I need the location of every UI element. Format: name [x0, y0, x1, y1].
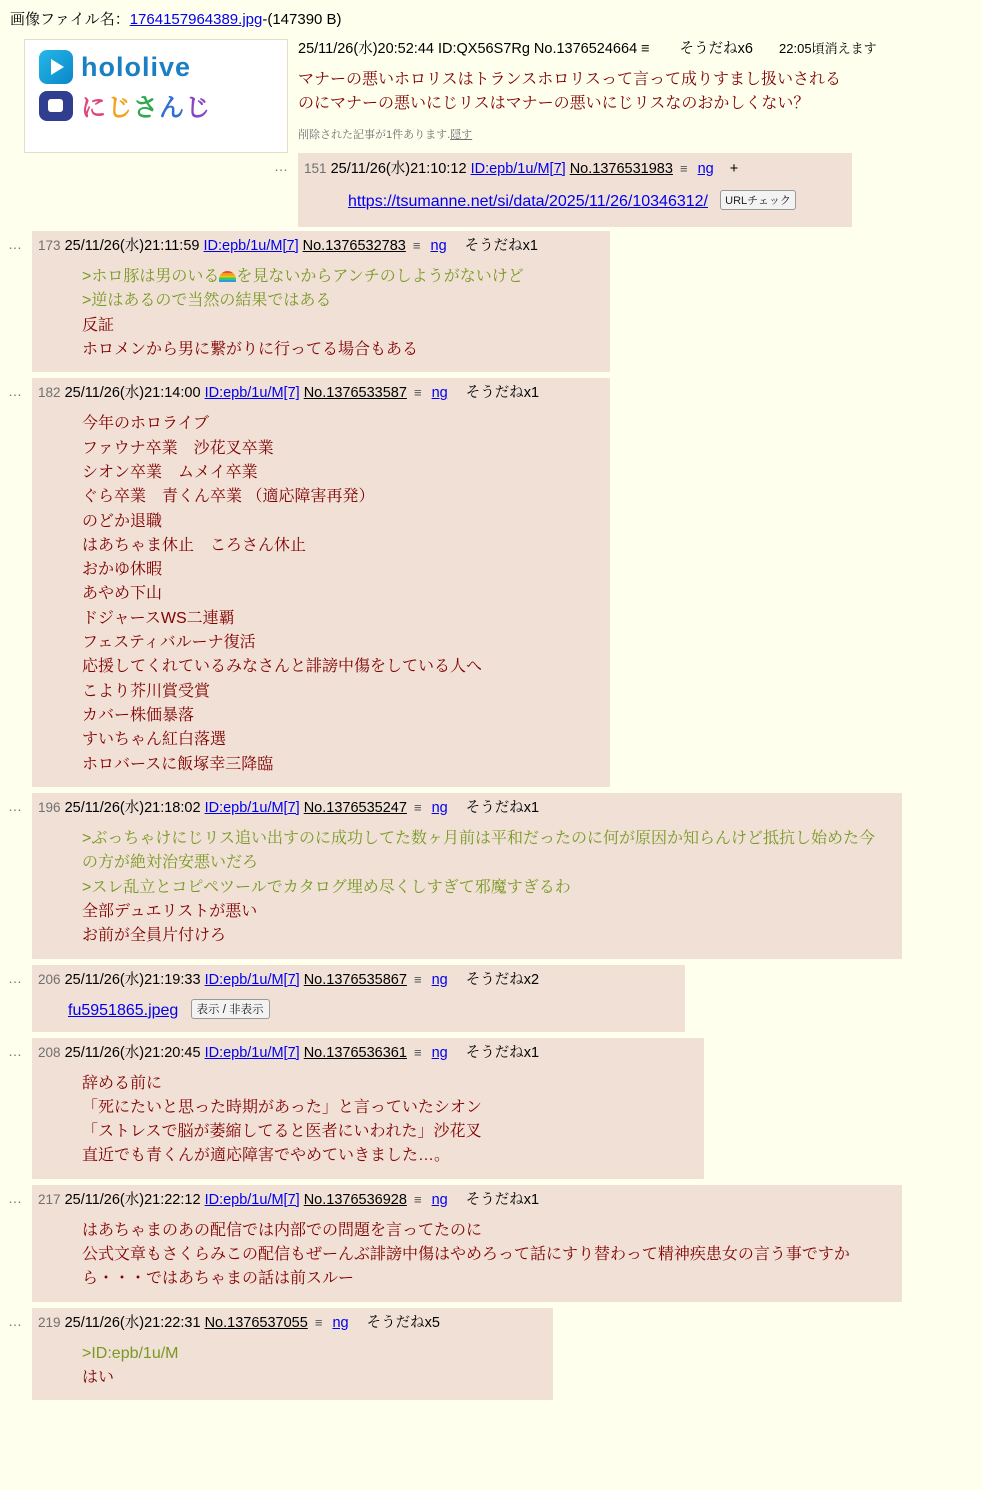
menu-icon[interactable]: ≡	[413, 385, 421, 401]
deleted-notice-toggle[interactable]: 隠す	[450, 129, 473, 141]
op-text-line-1: マナーの悪いホロリスはトランスホロリスって言って成りすまし扱いされる	[298, 71, 842, 88]
image-file-header	[10, 8, 975, 29]
post-line: すいちゃん紅白落選	[82, 731, 227, 749]
attachment-link[interactable]: fu5951865.jpeg	[68, 1001, 179, 1019]
post-body	[82, 412, 604, 777]
post-line: 「ストレスで脳が萎縮してると医者にいわれた」沙花叉	[82, 1123, 482, 1141]
sodane-count[interactable]: そうだねx1	[464, 238, 538, 254]
post-date: 25/11/26(水)21:22:31	[64, 1314, 201, 1331]
sodane-count[interactable]: そうだねx1	[465, 799, 540, 816]
post-line: シオン卒業 ムメイ卒業	[82, 463, 258, 481]
image-file-label: 画像ファイル名：	[10, 11, 130, 28]
post-217-wrap	[8, 1181, 975, 1304]
post-id[interactable]: ID:epb/1u/M[7]	[203, 238, 299, 254]
niji-char-0: に	[81, 94, 108, 122]
menu-icon[interactable]: ≡	[413, 1044, 421, 1060]
post-line: ぐら卒業 青くん卒業 （適応障害再発）	[82, 488, 375, 506]
op-meta	[298, 33, 975, 58]
post-id[interactable]: ID:epb/1u/M[7]	[204, 971, 300, 988]
post-line: ホロバースに飯塚幸三降臨	[82, 755, 274, 773]
post-208-wrap	[8, 1034, 975, 1181]
nijisanji-logo-text	[81, 88, 211, 124]
post-id[interactable]: ID:epb/1u/M[7]	[204, 799, 300, 816]
post-line: はあちゃまのあの配信では内部での問題を言ってたのに	[82, 1221, 483, 1239]
post-id[interactable]: ID:epb/1u/M[7]	[204, 1044, 300, 1061]
op-thumbnail[interactable]	[24, 39, 288, 153]
ng-button[interactable]: ng	[332, 1314, 349, 1331]
post-line: >スレ乱立とコピペツールでカタログ埋め尽くしすぎて邪魔すぎるわ	[82, 878, 571, 896]
post-line: の方が絶対治安悪いだろ	[82, 854, 259, 872]
menu-icon[interactable]: ≡	[413, 1191, 421, 1207]
niji-char-4: じ	[185, 94, 212, 122]
post-208	[8, 1038, 704, 1179]
post-dots[interactable]: …	[8, 969, 23, 986]
op-id: ID:QX56S7Rg	[438, 41, 530, 57]
post-number[interactable]: No.1376536361	[303, 1044, 407, 1061]
post-line: 全部デュエリストが悪い	[82, 902, 258, 920]
post-217	[8, 1185, 902, 1302]
post-date: 25/11/26(水)21:14:00	[64, 385, 201, 402]
post-id[interactable]: ID:epb/1u/M[7]	[204, 385, 300, 402]
post-url-row	[348, 190, 844, 211]
post-id[interactable]: ID:epb/1u/M[7]	[204, 1191, 300, 1208]
post-line: 辞める前に	[82, 1074, 163, 1092]
nijisanji-logo	[25, 84, 287, 124]
post-index: 206	[38, 971, 61, 987]
deleted-notice	[298, 126, 975, 142]
post-body	[82, 1072, 698, 1169]
niji-char-3: ん	[159, 94, 186, 122]
post-number[interactable]: No.1376537055	[204, 1314, 308, 1331]
niji-char-2: さ	[133, 94, 160, 122]
post-line: ファウナ卒業 沙花叉卒業	[82, 439, 274, 457]
post-line: ドジャースWS二連覇	[82, 609, 235, 627]
post-line: お前が全員片付けろ	[82, 927, 227, 945]
post-206-wrap	[8, 961, 975, 1034]
image-file-size: -(147390 B)	[262, 11, 342, 28]
post-line: 反証	[82, 316, 115, 334]
post-id[interactable]: ID:epb/1u/M[7]	[470, 161, 566, 177]
menu-icon[interactable]: ≡	[413, 971, 421, 987]
post-attachment	[68, 999, 679, 1020]
menu-icon[interactable]: ≡	[314, 1314, 322, 1330]
post-line: 直近でも青くんが適応障害でやめていきました…。	[82, 1147, 451, 1165]
sodane-count[interactable]: そうだねx1	[465, 385, 540, 402]
deleted-notice-text: 削除された記事が1件あります.	[298, 129, 451, 141]
post-number[interactable]: No.1376535867	[303, 971, 407, 988]
ng-button[interactable]: ng	[431, 971, 448, 988]
post-line: 「死にたいと思った時期があった」と言っていたシオン	[82, 1098, 482, 1116]
post-index: 151	[304, 161, 327, 176]
post-line: 公式文章もさくらみこの配信もぜーんぶ誹謗中傷はやめろって話にすり替わって精神疾患女の言う事ですか	[82, 1246, 850, 1264]
post-line: ホロメンから男に繋がりに行ってる場合もある	[82, 340, 419, 358]
quote-post: を見ないからアンチのしようがないけど	[236, 268, 524, 285]
hololive-logo	[25, 40, 287, 84]
menu-icon[interactable]: ≡	[641, 41, 650, 57]
post-line: 今年のホロライブ	[82, 415, 210, 433]
ng-button[interactable]: ng	[431, 799, 448, 816]
post-151	[274, 153, 852, 227]
post-dots[interactable]: …	[8, 1312, 23, 1329]
post-body	[82, 265, 604, 362]
menu-icon[interactable]: ≡	[412, 238, 420, 253]
post-meta	[38, 968, 679, 989]
ng-button[interactable]: ng	[430, 238, 447, 254]
post-date: 25/11/26(水)21:22:12	[64, 1191, 201, 1208]
post-line: のどか退職	[82, 512, 163, 530]
post-dots[interactable]: …	[8, 383, 23, 400]
post-meta	[38, 1188, 896, 1209]
post-182-wrap	[8, 374, 975, 789]
hololive-logo-text: hololive	[81, 51, 192, 82]
sodane-count[interactable]: そうだねx2	[465, 971, 540, 988]
op-sodane-count[interactable]: そうだねx6	[679, 41, 753, 57]
op-expiry-text: 22:05頃消えます	[779, 41, 877, 56]
op-body	[298, 33, 975, 142]
quote-pre: >ホロ豚は男のいる	[82, 268, 220, 285]
post-body	[82, 1219, 896, 1292]
post-196	[8, 793, 902, 959]
post-number[interactable]: No.1376536928	[303, 1191, 407, 1208]
post-206	[8, 965, 685, 1032]
post-date: 25/11/26(水)21:20:45	[64, 1044, 201, 1061]
post-173	[8, 231, 610, 372]
url-check-button[interactable]: URLチェック	[720, 190, 796, 210]
post-line: >ID:epb/1u/M	[82, 1344, 179, 1362]
ng-button[interactable]: ng	[697, 161, 714, 177]
post-meta	[38, 1041, 698, 1062]
post-196-wrap	[8, 789, 975, 961]
post-index: 182	[38, 385, 61, 401]
post-line: フェスティバルーナ復活	[82, 634, 256, 652]
speech-bubble-icon	[39, 91, 73, 121]
post-number[interactable]: No.1376531983	[569, 161, 673, 177]
post-meta	[38, 381, 604, 402]
ng-button[interactable]: ng	[431, 1191, 448, 1208]
post-dots[interactable]: …	[8, 1042, 23, 1059]
sodane-count[interactable]: そうだねx1	[465, 1191, 540, 1208]
sodane-count[interactable]: そうだねx1	[465, 1044, 540, 1061]
post-index: 196	[38, 799, 61, 815]
post-url-link[interactable]: https://tsumanne.net/si/data/2025/11/26/10346312/	[348, 193, 708, 210]
play-icon	[39, 50, 73, 84]
menu-icon[interactable]: ≡	[413, 799, 421, 815]
post-dots[interactable]: …	[8, 797, 23, 814]
post-index: 173	[38, 238, 61, 253]
niji-char-1: じ	[107, 94, 134, 122]
post-index: 217	[38, 1191, 61, 1207]
post-dots[interactable]: …	[8, 236, 23, 252]
post-date: 25/11/26(水)21:19:33	[64, 971, 201, 988]
post-index: 208	[38, 1044, 61, 1060]
post-line	[82, 265, 604, 289]
post-meta	[38, 796, 896, 817]
post-173-wrap	[8, 227, 975, 374]
post-219-wrap	[8, 1304, 975, 1403]
post-number[interactable]: No.1376533587	[303, 385, 407, 402]
post-date: 25/11/26(水)21:18:02	[64, 799, 201, 816]
op-date: 25/11/26(水)20:52:44	[298, 41, 434, 57]
post-number[interactable]: No.1376532783	[302, 238, 406, 254]
attachment-toggle-button[interactable]: 表示 / 非表示	[191, 999, 270, 1019]
op-text	[298, 68, 975, 116]
post-line: おかゆ休暇	[82, 561, 163, 579]
post-meta	[38, 1311, 547, 1332]
post-line: はい	[82, 1369, 115, 1386]
menu-icon[interactable]: ≡	[679, 161, 687, 176]
post-219	[8, 1308, 553, 1401]
post-dots[interactable]: …	[8, 1189, 23, 1206]
post-line: あやめ下山	[82, 585, 163, 603]
post-line: >逆はあるので当然の結果ではある	[82, 292, 332, 310]
sodane-count[interactable]: そうだねx5	[366, 1314, 440, 1331]
post-line: >ぶっちゃけにじリス追い出すのに成功してた数ヶ月前は平和だったのに何が原因か知らんけど抵抗し始めた今	[82, 829, 876, 847]
op-text-line-2: のにマナーの悪いにじリスはマナーの悪いにじリスなのおかしくない？	[298, 95, 810, 112]
post-line: こより芥川賞受賞	[82, 682, 211, 700]
op-number[interactable]: No.1376524664	[533, 41, 638, 57]
post-body	[82, 1342, 547, 1391]
ng-button[interactable]: ng	[431, 385, 448, 402]
post-number[interactable]: No.1376535247	[303, 799, 407, 816]
post-line: ら・・・ではあちゃまの話は前スルー	[82, 1270, 355, 1288]
post-meta	[304, 157, 844, 178]
post-body	[82, 827, 896, 949]
post-meta	[38, 234, 604, 255]
post-182	[8, 378, 610, 787]
image-file-link[interactable]: 1764157964389.jpg	[129, 11, 263, 28]
post-line: 応援してくれているみなさんと誹謗中傷をしている人へ	[82, 658, 483, 676]
post-date: 25/11/26(水)21:10:12	[330, 161, 467, 177]
post-date: 25/11/26(水)21:11:59	[64, 238, 200, 254]
post-line: はあちゃま休止 ころさん休止	[82, 536, 307, 554]
expand-button[interactable]: +	[729, 161, 739, 177]
ng-button[interactable]: ng	[431, 1044, 448, 1061]
post-index: 219	[38, 1314, 61, 1330]
rainbow-icon	[219, 271, 236, 282]
op-post	[8, 33, 975, 153]
post-dots[interactable]: …	[274, 158, 289, 174]
post-line: カバー株価暴落	[82, 707, 195, 724]
